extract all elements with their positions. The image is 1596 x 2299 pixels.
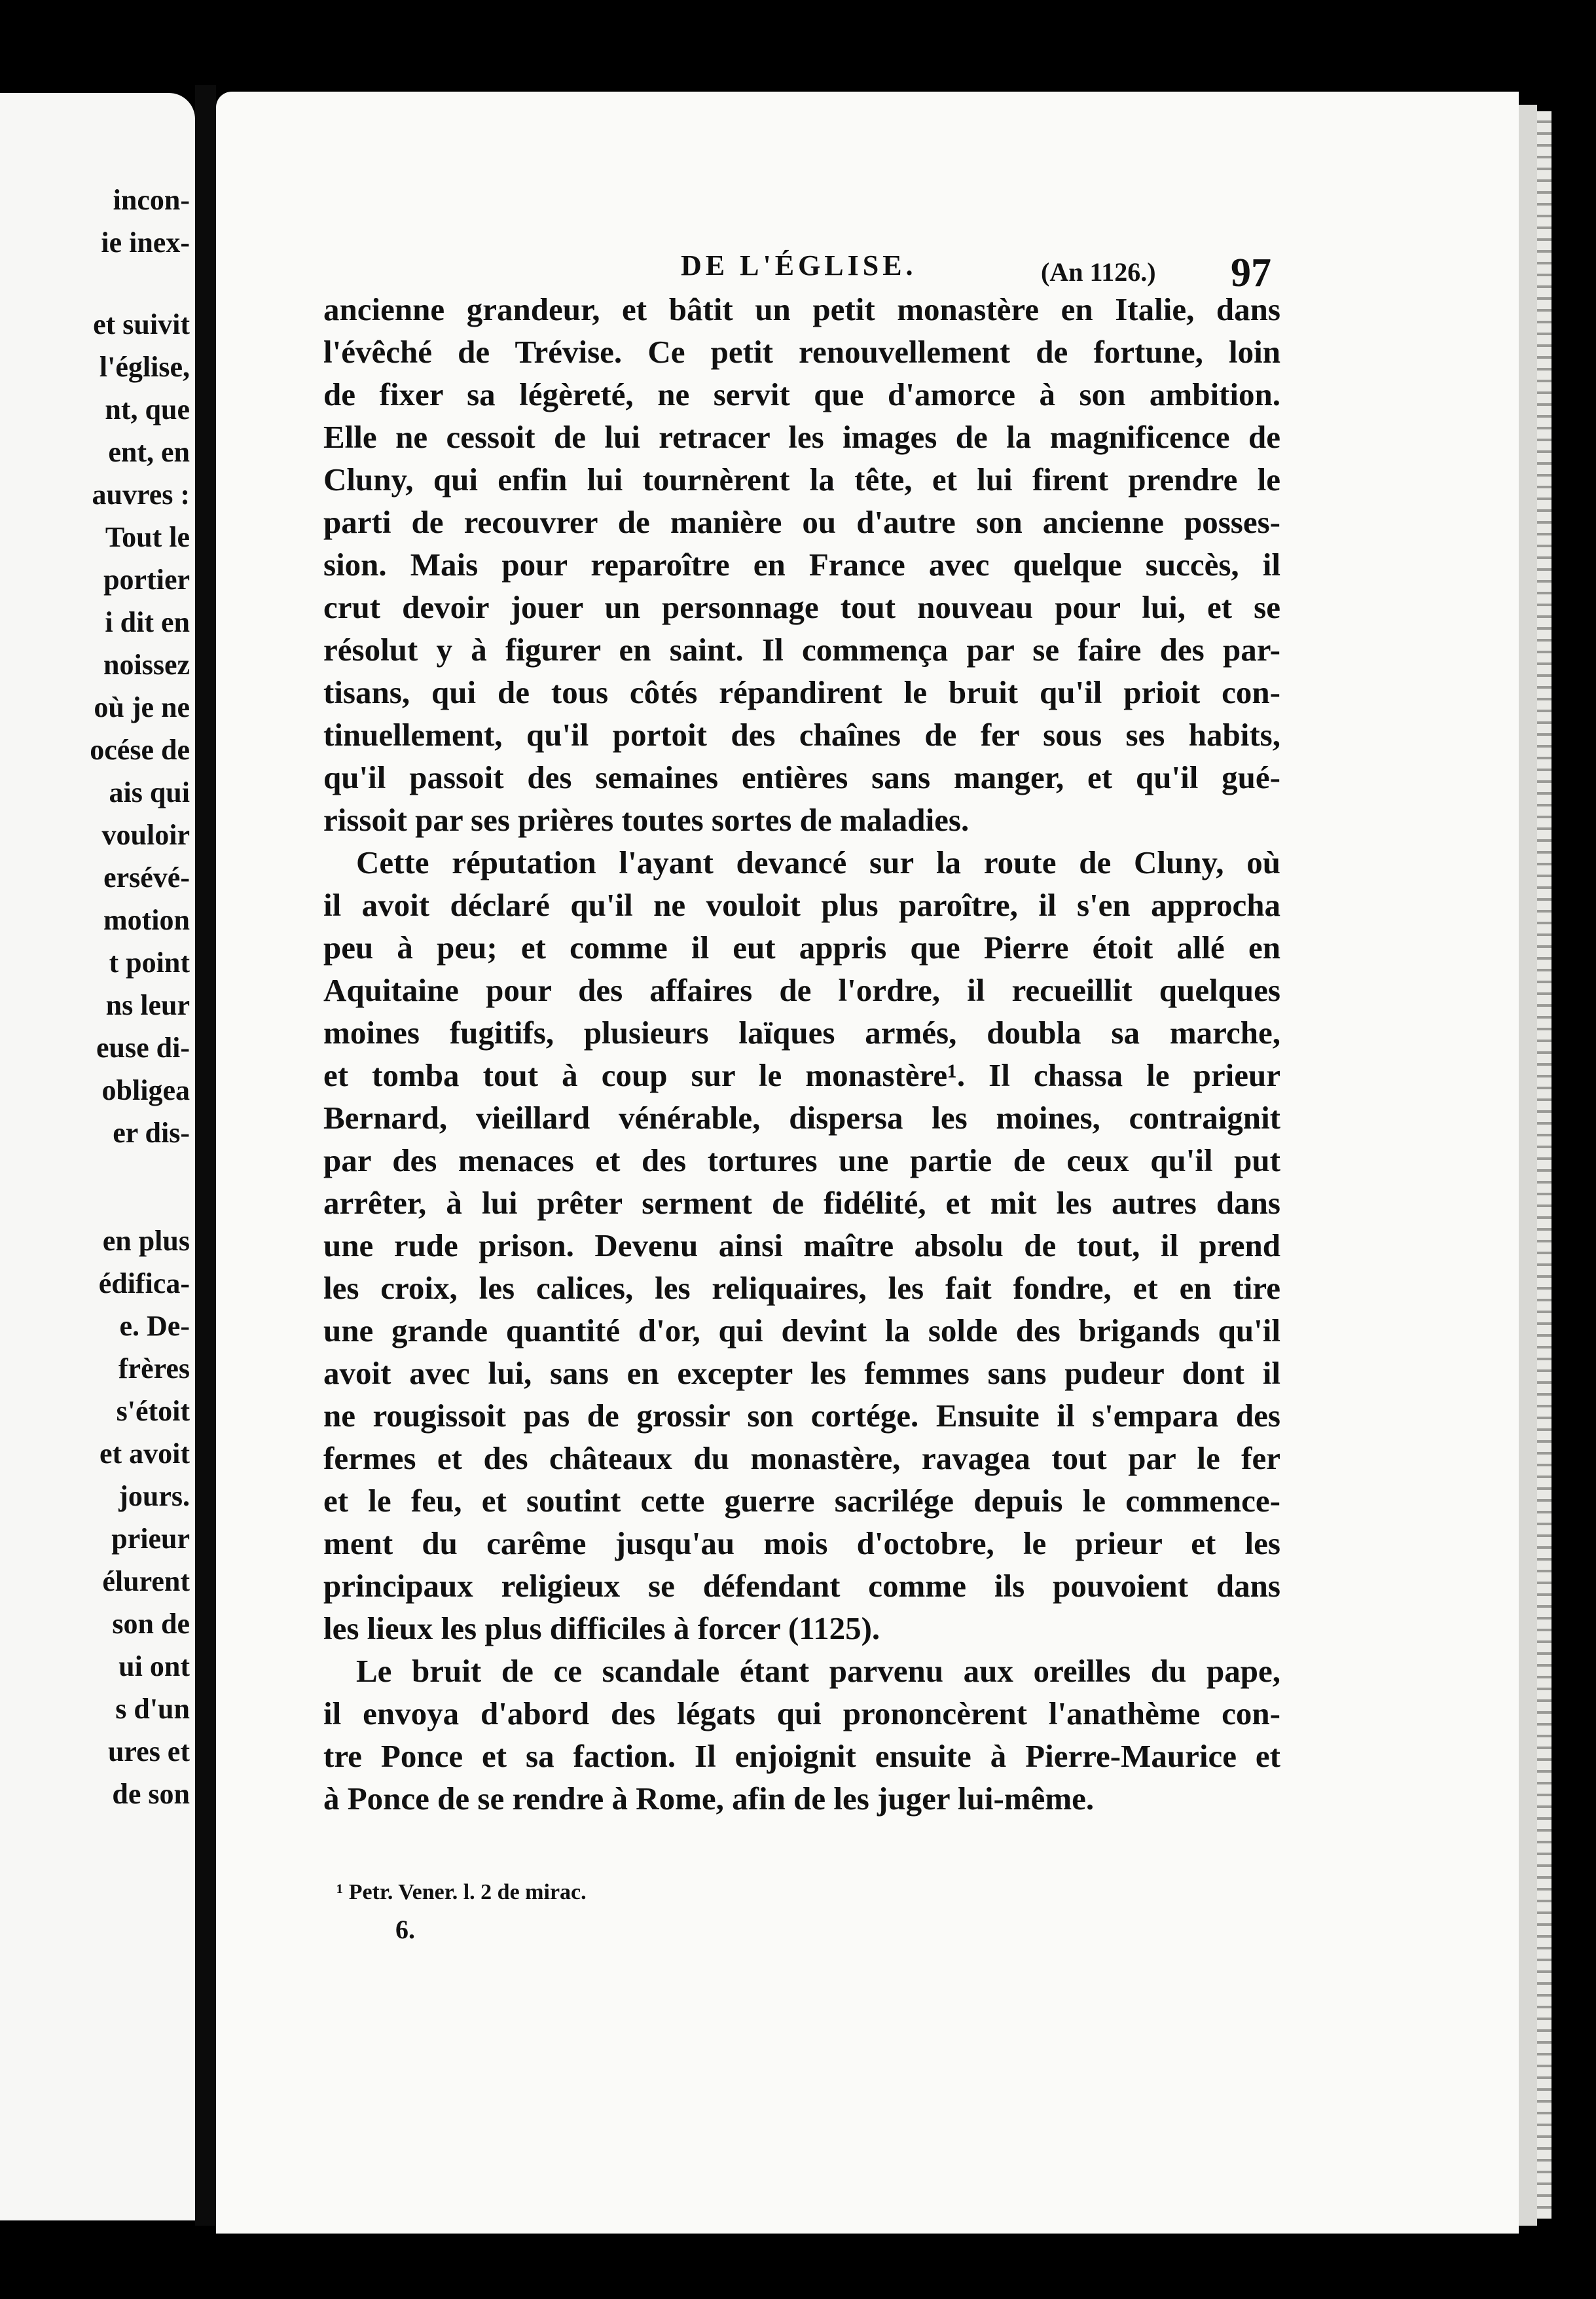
left-page-fragment: ie inex- — [101, 226, 190, 259]
left-page-fragment: nt, que — [105, 393, 190, 425]
left-page-fragment: et avoit — [99, 1438, 190, 1470]
text-line: tinuellement, qu'il portoit des chaînes de fer sous ses habits, — [323, 717, 1280, 753]
text-line: avoit avec lui, sans en excepter les femmes sans pudeur dont il — [323, 1355, 1280, 1391]
left-page-fragment: i dit en — [105, 606, 190, 638]
text-line: les lieux les plus difficiles à forcer (1125). — [323, 1610, 880, 1646]
text-line: il avoit déclaré qu'il ne vouloit plus paroître, il s'en approcha — [323, 887, 1280, 923]
text-line: une rude prison. Devenu ainsi maître absolu de tout, il prend — [323, 1227, 1280, 1263]
text-line: à Ponce de se rendre à Rome, afin de les juger lui-même. — [323, 1781, 1095, 1817]
text-line: tisans, qui de tous côtés répandirent le bruit qu'il prioit con- — [323, 674, 1280, 710]
book-gutter — [195, 85, 216, 2226]
left-page-fragment: prieur — [111, 1523, 190, 1555]
text-line: résolut y à figurer en saint. Il commença par se faire des par- — [323, 632, 1280, 668]
left-page-fragment: frères — [118, 1352, 190, 1385]
left-page-fragment: où je ne — [94, 691, 190, 723]
text-line: par des menaces et des tortures une partie de ceux qu'il put — [323, 1142, 1280, 1178]
text-line: qu'il passoit des semaines entières sans manger, et qu'il gué- — [323, 759, 1280, 795]
text-line: Cluny, qui enfin lui tournèrent la tête, et lui firent prendre le — [323, 462, 1280, 498]
left-page-fragment: ui ont — [118, 1650, 190, 1682]
left-page-fragment: océse de — [90, 734, 190, 766]
left-page-fragment: s d'un — [115, 1693, 190, 1725]
left-page-fragment: motion — [103, 904, 190, 936]
page-stack-edge — [1537, 111, 1551, 2219]
left-page-fragment: vouloir — [101, 819, 190, 851]
text-line: et tomba tout à coup sur le monastère¹. Il chassa le prieur — [323, 1057, 1280, 1093]
text-line: Elle ne cessoit de lui retracer les images de la magnificence de — [323, 419, 1280, 455]
text-line: fermes et des châteaux du monastère, ravagea tout par le fer — [323, 1440, 1280, 1476]
text-line: l'évêché de Trévise. Ce petit renouvellement de fortune, loin — [323, 334, 1280, 370]
left-page-fragment: incon- — [113, 184, 190, 216]
text-line: moines fugitifs, plusieurs laïques armés, doubla sa marche, — [323, 1015, 1280, 1051]
text-line: les croix, les calices, les reliquaires, les fait fondre, et en tire — [323, 1270, 1280, 1306]
left-page-fragment: t point — [109, 947, 190, 979]
text-line: principaux religieux se défendant comme ils pouvoient dans — [323, 1568, 1280, 1604]
left-page-fragment: ent, en — [108, 436, 190, 468]
left-page-fragment: s'étoit — [116, 1395, 190, 1427]
text-line: peu à peu; et comme il eut appris que Pierre étoit allé en — [323, 930, 1280, 966]
footnote: ¹ Petr. Vener. l. 2 de mirac. — [336, 1880, 587, 1904]
left-page-fragment: noissez — [103, 649, 190, 681]
left-page-fragment: ais qui — [109, 776, 190, 808]
left-page — [0, 93, 195, 2220]
signature-mark: 6. — [395, 1915, 415, 1944]
text-line: ancienne grandeur, et bâtit un petit monastère en Italie, dans — [323, 291, 1280, 327]
text-line: Le bruit de ce scandale étant parvenu aux oreilles du pape, — [356, 1653, 1280, 1689]
left-page-fragment: et suivit — [93, 308, 190, 340]
text-line: et le feu, et soutint cette guerre sacrilége depuis le commence- — [323, 1483, 1280, 1519]
text-line: de fixer sa légèreté, ne servit que d'amorce à son ambition. — [323, 376, 1280, 412]
left-page-fragment: élurent — [102, 1565, 190, 1597]
text-line: une grande quantité d'or, qui devint la solde des brigands qu'il — [323, 1312, 1280, 1349]
running-header-year: (An 1126.) — [1041, 257, 1156, 287]
left-page-fragment: er dis- — [113, 1117, 190, 1149]
left-page-fragment: en plus — [102, 1225, 190, 1257]
left-page-fragment: ures et — [107, 1735, 190, 1767]
left-page-fragment: auvres : — [92, 479, 190, 511]
text-line: crut devoir jouer un personnage tout nouveau pour lui, et se — [323, 589, 1280, 625]
left-page-fragment: portier — [103, 564, 190, 596]
left-page-fragment: obligea — [101, 1074, 190, 1106]
text-line: Bernard, vieillard vénérable, dispersa les moines, contraignit — [323, 1100, 1280, 1136]
text-line: rissoit par ses prières toutes sortes de maladies. — [323, 802, 970, 838]
left-page-fragment: l'église, — [99, 351, 190, 383]
running-header-title: DE L'ÉGLISE. — [681, 249, 917, 281]
left-page-fragment: Tout le — [105, 521, 190, 553]
left-page-fragment: édifica- — [98, 1267, 190, 1299]
left-page-fragment: de son — [112, 1778, 190, 1810]
text-line: il envoya d'abord des légats qui prononcèrent l'anathème con- — [323, 1695, 1280, 1731]
left-page-fragment: son de — [112, 1608, 190, 1640]
page-edge — [1519, 105, 1537, 2226]
left-page-fragment: ns leur — [105, 989, 190, 1021]
left-page-fragment: e. De- — [119, 1310, 190, 1342]
text-line: arrêter, à lui prêter serment de fidélité, et mit les autres dans — [323, 1185, 1280, 1221]
text-line: ment du carême jusqu'au mois d'octobre, le prieur et les — [323, 1525, 1280, 1561]
left-page-fragment: jours. — [118, 1480, 190, 1512]
text-line: tre Ponce et sa faction. Il enjoignit ensuite à Pierre-Maurice et — [323, 1738, 1280, 1774]
page-number: 97 — [1231, 251, 1271, 295]
text-line: Cette réputation l'ayant devancé sur la route de Cluny, où — [356, 844, 1280, 880]
text-line: ne rougissoit pas de grossir son cortége. Ensuite il s'empara des — [323, 1398, 1280, 1434]
left-page-fragment: euse di- — [96, 1032, 190, 1064]
text-line: parti de recouvrer de manière ou d'autre son ancienne posses- — [323, 504, 1280, 540]
text-line: sion. Mais pour reparoître en France avec quelque succès, il — [323, 547, 1280, 583]
text-line: Aquitaine pour des affaires de l'ordre, il recueillit quelques — [323, 972, 1280, 1008]
left-page-fragment: ersévé- — [103, 861, 190, 894]
